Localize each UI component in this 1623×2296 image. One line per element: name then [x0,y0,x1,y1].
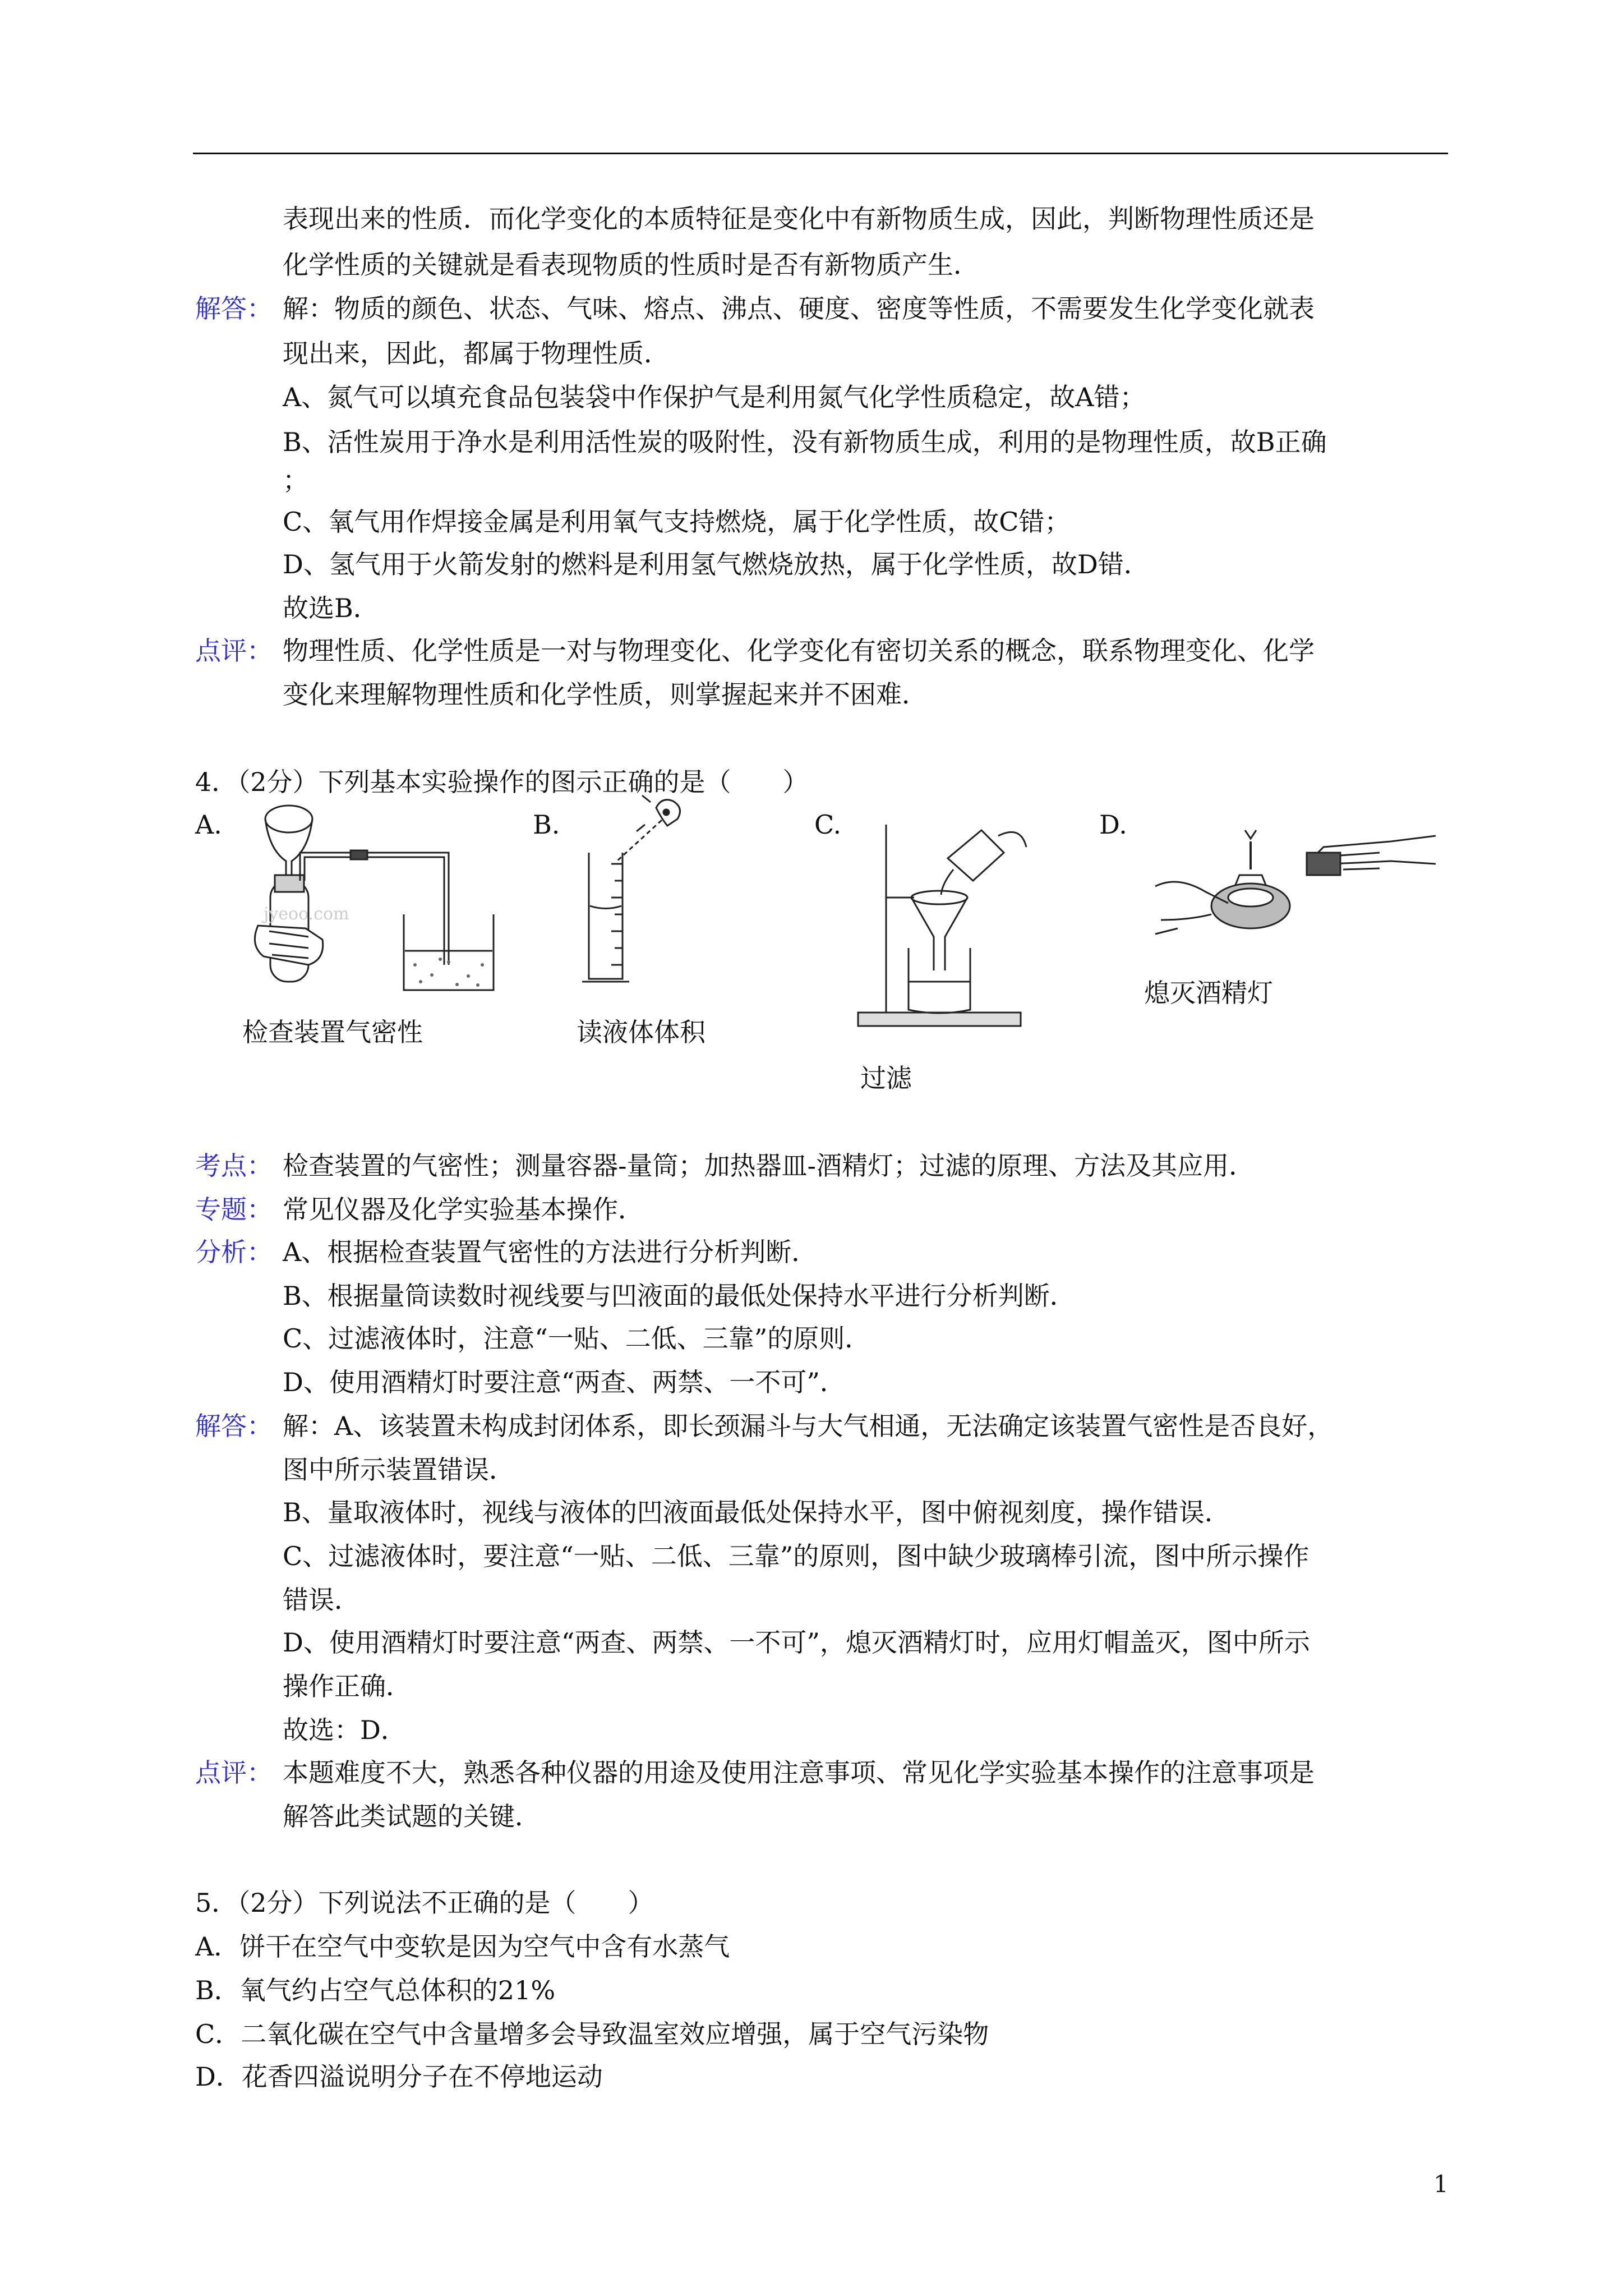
q4-zhuanti-label: 专题： [195,1194,273,1225]
q3-comment-line: 变化来理解物理性质和化学性质，则掌握起来并不困难． [283,679,928,710]
q4-fenxi-label: 分析： [195,1237,273,1267]
q3-answer-line: D、氢气用于火箭发射的燃料是利用氢气燃烧放热，属于化学性质，故D错． [283,549,1150,579]
q4-comment-line: 本题难度不大，熟悉各种仪器的用途及使用注意事项、常见化学实验基本操作的注意事项是 [283,1757,1315,1788]
q4-comment-label: 点评： [195,1757,273,1788]
q4-answer-line: D、使用酒精灯时要注意“两查、两禁、一不可”，熄灭酒精灯时，应用灯帽盖灭，图中所示 [283,1627,1310,1658]
q5-option-b: B．氧气约占空气总体积的21% [195,1975,556,2005]
q4-option-d-caption: 熄灭酒精灯 [1144,978,1273,1008]
q4-option-c-letter: C. [814,809,842,840]
q4-answer-line: C、过滤液体时，要注意“一贴、二低、三靠”的原则，图中缺少玻璃棒引流，图中所示操作 [283,1541,1310,1571]
q4-answer-line: 解：A、该装置未构成封闭体系，即长颈漏斗与大气相通，无法确定该装置气密性是否良好， [283,1411,1334,1441]
q4-stem: 4．（2分）下列基本实验操作的图示正确的是（ ） [195,767,809,797]
q3-answer-line: 故选B． [283,593,379,623]
q3-comment-line: 物理性质、化学性质是一对与物理变化、化学变化有密切关系的概念，联系物理变化、化学 [283,636,1315,666]
alcohol-lamp-extinguish-icon [1144,808,1447,965]
q3-answer-line: ； [283,465,308,495]
q3-answer-line: 现出来，因此，都属于物理性质． [283,338,670,369]
q4-fenxi-line: A、根据检查装置气密性的方法进行分析判断． [283,1237,818,1267]
figure-watermark: jyeoo.com [264,904,349,924]
q4-answer-line: 图中所示装置错误． [283,1455,515,1485]
q4-fenxi-line: D、使用酒精灯时要注意“两查、两禁、一不可”． [283,1367,846,1397]
q4-answer-line: 错误． [283,1585,360,1615]
q3-comment-label: 点评： [195,636,273,666]
q4-option-a-caption: 检查装置气密性 [242,1017,423,1047]
q3-analysis-line: 化学性质的关键就是看表现物质的性质时是否有新物质产生． [283,250,979,280]
q4-kaodian-text: 检查装置的气密性；测量容器-量筒；加热器皿-酒精灯；过滤的原理、方法及其应用． [283,1151,1255,1181]
q3-answer-line: 解：物质的颜色、状态、气味、熔点、沸点、硬度、密度等性质，不需要发生化学变化就表 [283,293,1315,324]
q5-option-a: A．饼干在空气中变软是因为空气中含有水蒸气 [195,1931,730,1962]
page-number: 1 [1433,2170,1449,2198]
q4-comment-line: 解答此类试题的关键． [283,1801,541,1832]
q4-fenxi-line: B、根据量筒读数时视线要与凹液面的最低处保持水平进行分析判断． [283,1281,1076,1311]
q3-answer-line: A、氮气可以填充食品包装袋中作保护气是利用氮气化学性质稳定，故A错； [283,382,1146,412]
q4-option-a-letter: A. [195,809,222,840]
q5-option-c: C．二氧化碳在空气中含量增多会导致温室效应增强，属于空气污染物 [195,2019,989,2049]
q4-fenxi-line: C、过滤液体时，注意“一贴、二低、三靠”的原则． [283,1323,871,1354]
q3-analysis-line: 表现出来的性质．而化学变化的本质特征是变化中有新物质生成，因此，判断物理性质还是 [283,204,1315,234]
q4-option-b-caption: 读液体体积 [577,1017,706,1047]
q3-answer-line: B、活性炭用于净水是利用活性炭的吸附性，没有新物质生成，利用的是物理性质，故B正确 [283,427,1327,457]
q5-stem: 5．（2分）下列说法不正确的是（ ） [195,1888,654,1918]
q5-option-d: D．花香四溢说明分子在不停地运动 [195,2062,603,2092]
q3-answer-line: C、氧气用作焊接金属是利用氧气支持燃烧，属于化学性质，故C错； [283,507,1071,537]
q4-option-c-caption: 过滤 [860,1063,912,1093]
header-rule [193,153,1448,154]
q4-answer-label: 解答： [195,1411,273,1441]
graduated-cylinder-reading-icon [578,791,701,993]
q3-answer-label: 解答： [195,293,273,324]
q4-answer-line: 操作正确． [283,1671,412,1701]
q4-answer-line: B、量取液体时，视线与液体的凹液面最低处保持水平，图中俯视刻度，操作错误． [283,1497,1230,1527]
q4-answer-line: 故选：D． [283,1715,407,1745]
q4-option-d-letter: D. [1099,809,1127,840]
filtration-apparatus-icon [852,813,1032,1038]
q4-kaodian-label: 考点： [195,1151,273,1181]
q4-zhuanti-text: 常见仪器及化学实验基本操作． [283,1194,644,1225]
q4-option-b-letter: B. [533,809,560,840]
